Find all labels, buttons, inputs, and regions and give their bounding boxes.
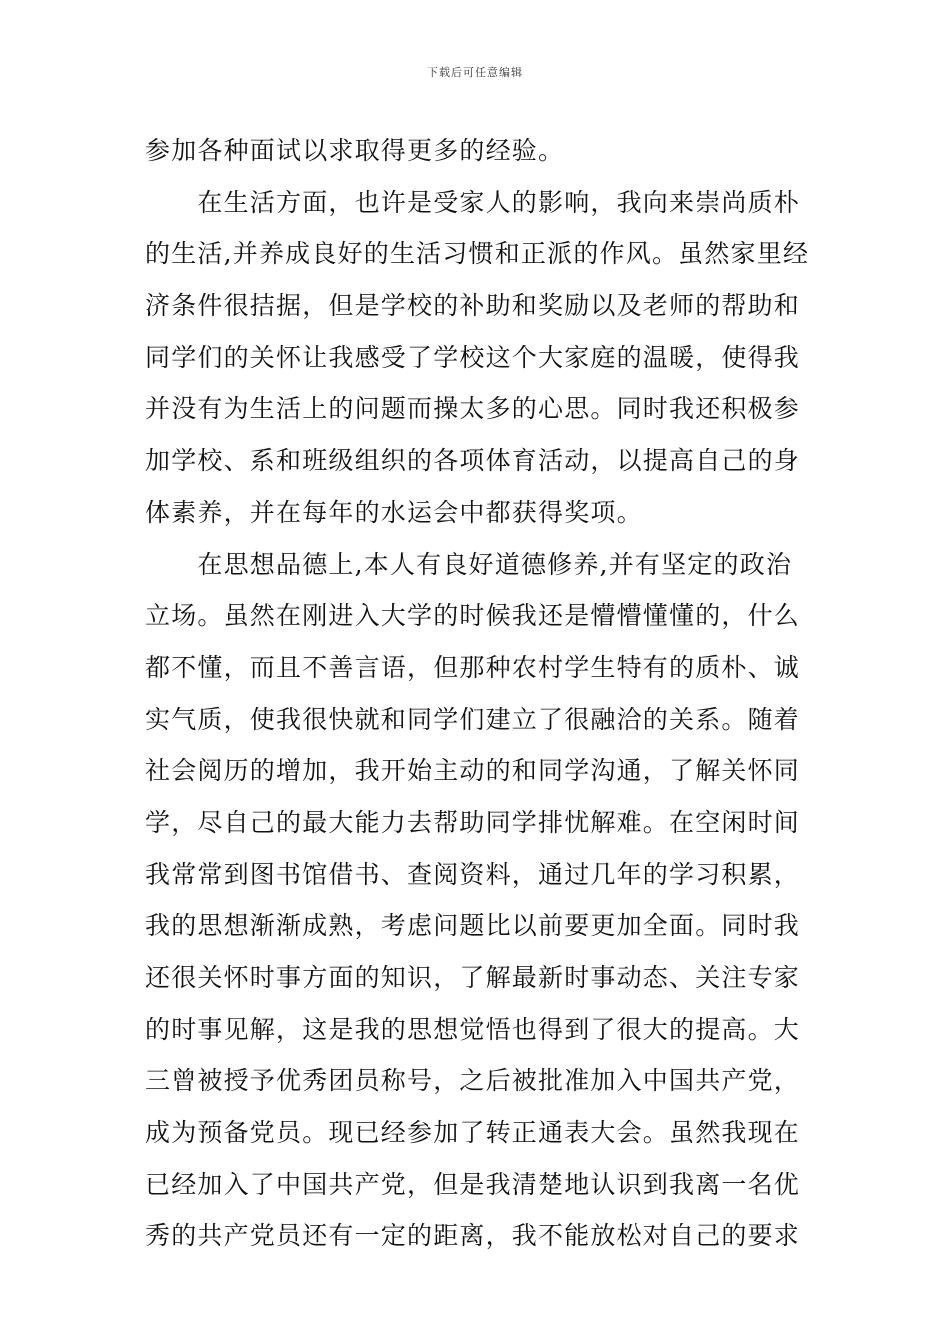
text-line: 我常常到图书馆借书、查阅资料，通过几年的学习积累， [145, 859, 801, 889]
text-line: 的时事见解，这是我的思想觉悟也得到了很大的提高。大 [145, 1014, 801, 1044]
text-line: 学，尽自己的最大能力去帮助同学排忧解难。在空闲时间 [145, 807, 801, 837]
text-line: 参加各种面试以求取得更多的经验。 [145, 136, 565, 165]
text-line: 的生活,并养成良好的生活习惯和正派的作风。虽然家里经 [145, 239, 810, 269]
text-line: 我的思想渐渐成熟，考虑问题比以前要更加全面。同时我 [145, 911, 801, 941]
text-line: 济条件很拮据，但是学校的补助和奖励以及老师的帮助和 [145, 291, 801, 321]
text-line: 在生活方面，也许是受家人的影响，我向来崇尚质朴 [145, 187, 801, 217]
text-line: 社会阅历的增加，我开始主动的和同学沟通，了解关怀同 [145, 756, 801, 786]
text-line: 秀的共产党员还有一定的距离，我不能放松对自己的要求 [145, 1221, 801, 1251]
text-line: 立场。虽然在刚进入大学的时候我还是懵懵懂懂的，什么 [145, 601, 801, 631]
text-line: 实气质，使我很快就和同学们建立了很融洽的关系。随着 [145, 704, 801, 734]
text-line: 加学校、系和班级组织的各项体育活动，以提高自己的身 [145, 446, 801, 476]
text-line: 同学们的关怀让我感受了学校这个大家庭的温暖，使得我 [145, 342, 801, 372]
text-line: 还很关怀时事方面的知识，了解最新时事动态、关注专家 [145, 963, 801, 992]
page-header: 下载后可任意编辑 [427, 66, 523, 79]
text-line: 在思想品德上,本人有良好道德修养,并有坚定的政治 [145, 549, 793, 579]
text-line: 都不懂，而且不善言语，但那种农村学生特有的质朴、诚 [145, 652, 801, 682]
text-line: 成为预备党员。现已经参加了转正通表大会。虽然我现在 [145, 1118, 801, 1148]
text-line: 已经加入了中国共产党，但是我清楚地认识到我离一名优 [145, 1169, 801, 1199]
text-line: 并没有为生活上的问题而操太多的心思。同时我还积极参 [145, 394, 801, 424]
text-line: 体素养，并在每年的水运会中都获得奖项。 [145, 497, 643, 527]
body-text [145, 125, 825, 1262]
text-line: 三曾被授予优秀团员称号，之后被批准加入中国共产党， [145, 1066, 801, 1096]
